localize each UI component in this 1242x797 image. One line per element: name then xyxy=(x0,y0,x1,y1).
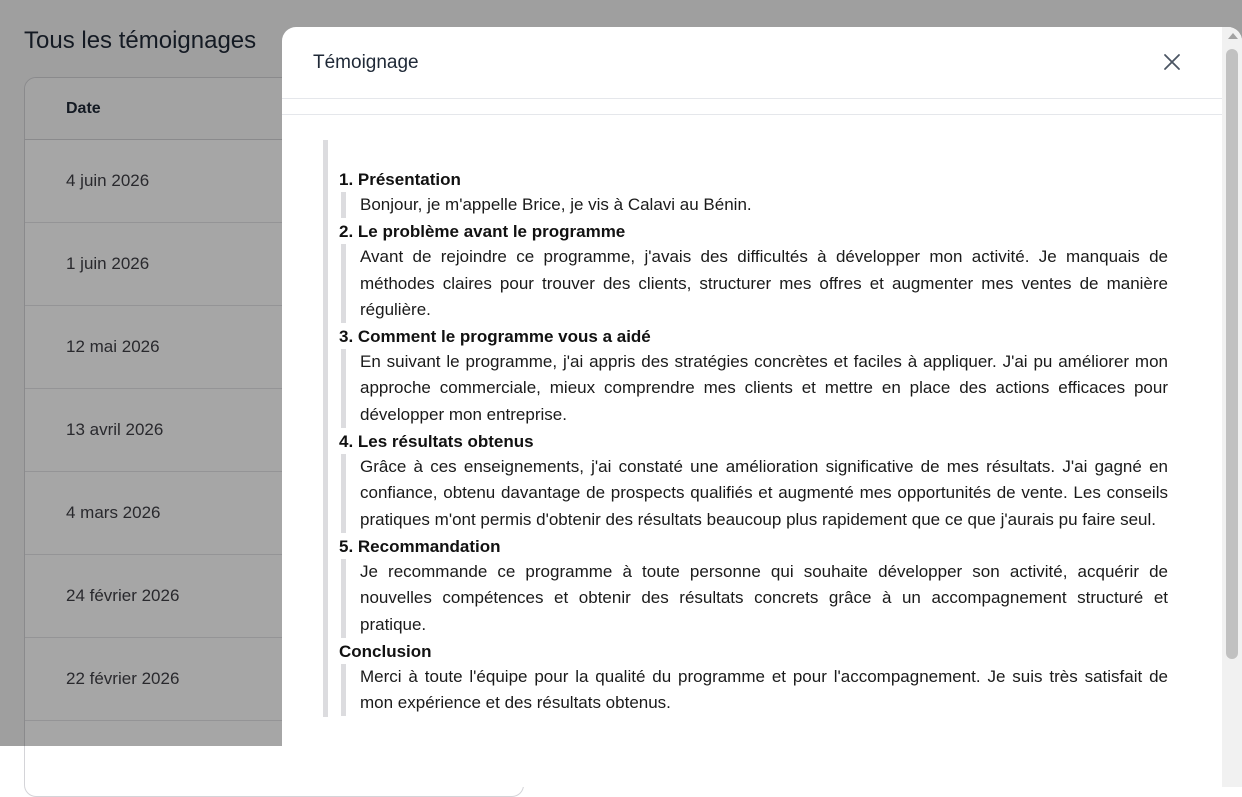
section-text: Je recommande ce programme à toute personne qui souhaite développer son activité, acquérir de nouvelles compétences et obtenir des résultats concrets grâce à un accompagnement structuré et pratique. xyxy=(341,559,1168,638)
section-text: Grâce à ces enseignements, j'ai constaté une amélioration significative de mes résultats. J'ai gagné en confiance, obtenu davantage de prospects qualifiés et augmenté mes opportunités de vente. Les conseils pratiques m'ont permis d'obtenir des résultats beaucoup plus rapidement que ce que j'aurais pu faire seul. xyxy=(341,454,1168,533)
row-date: 1 juin 2026 xyxy=(66,254,150,273)
testimonial-modal xyxy=(282,27,1242,787)
row-date: 13 avril 2026 xyxy=(66,420,164,439)
section-heading: 3. Comment le programme vous a aidé xyxy=(339,327,651,347)
section-text: Merci à toute l'équipe pour la qualité du programme et pour l'accompagnement. Je suis très satisfait de mon expérience et des résultats obtenus. xyxy=(341,664,1168,717)
section-heading: 5. Recommandation xyxy=(339,536,501,556)
row-date: 24 février 2026 xyxy=(66,586,180,605)
header-divider xyxy=(282,99,1222,115)
section-text: Avant de rejoindre ce programme, j'avais des difficultés à développer mon activité. Je manquais de méthodes claires pour trouver des clients, structurer mes offres et augmenter mes ventes de manière régulière. xyxy=(341,244,1168,323)
testimonial-body xyxy=(323,140,1168,717)
close-button[interactable] xyxy=(1160,50,1184,74)
section-heading: 4. Les résultats obtenus xyxy=(339,432,534,452)
section-text: En suivant le programme, j'ai appris des stratégies concrètes et faciles à appliquer. J'ai pu améliorer mon approche commerciale, mieux comprendre mes clients et mettre en place des actions efficaces pour développer mon entreprise. xyxy=(341,349,1168,428)
row-date: 4 mars 2026 xyxy=(66,503,161,522)
scrollbar-thumb[interactable] xyxy=(1226,49,1238,659)
section-heading: 2. Le problème avant le programme xyxy=(339,222,626,242)
close-icon xyxy=(1160,50,1184,74)
section-text: Bonjour, je m'appelle Brice, je vis à Calavi au Bénin. xyxy=(341,192,1168,218)
section-heading: Conclusion xyxy=(339,641,432,661)
row-date: 22 février 2026 xyxy=(66,669,180,688)
modal-header xyxy=(282,27,1242,99)
section-heading: 1. Présentation xyxy=(339,170,461,189)
scroll-up-icon[interactable] xyxy=(1228,33,1238,39)
row-date: 4 juin 2026 xyxy=(66,171,150,190)
row-date: 12 mai 2026 xyxy=(66,337,160,356)
page-title: Tous les témoignages xyxy=(24,27,257,54)
modal-title: Témoignage xyxy=(313,51,419,73)
column-header-date[interactable]: Date xyxy=(25,78,523,140)
